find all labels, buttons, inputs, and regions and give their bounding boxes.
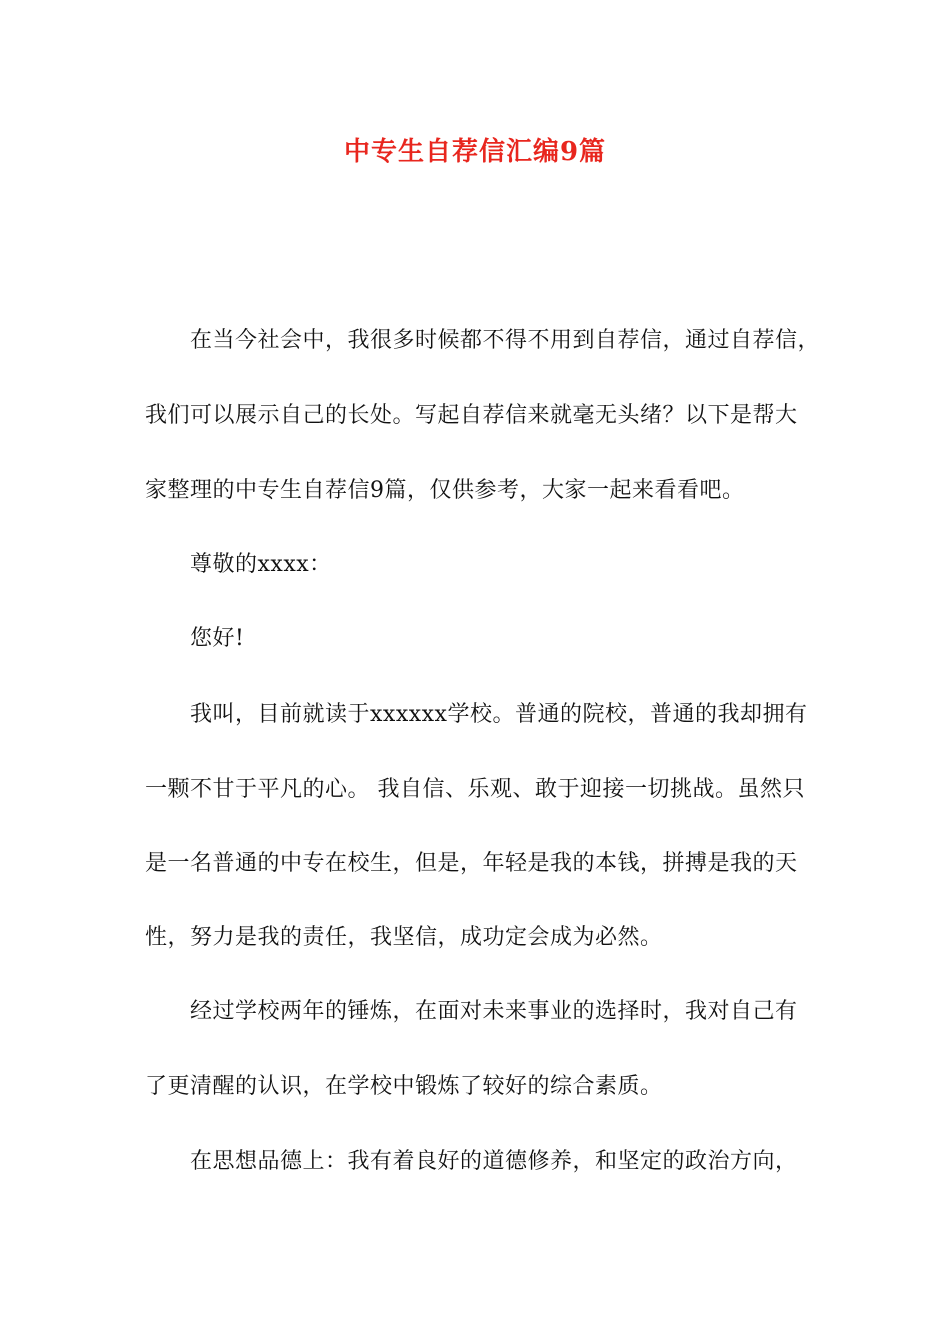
greeting-line: 您好! <box>190 626 245 651</box>
paragraph-line: 一颗不甘于平凡的心。 我自信、乐观、敢于迎接一切挑战。虽然只 <box>145 777 805 802</box>
paragraph-line: 经过学校两年的锤炼，在面对未来事业的选择时，我对自己有 <box>190 999 798 1024</box>
paragraph-line: 在当今社会中，我很多时候都不得不用到自荐信，通过自荐信， <box>190 328 821 353</box>
paragraph-line: 我们可以展示自己的长处。写起自荐信来就毫无头绪？以下是帮大 <box>145 403 798 428</box>
paragraph-line: 在思想品德上：我有着良好的道德修养，和坚定的政治方向， <box>190 1149 798 1174</box>
salutation-line: 尊敬的xxxx： <box>190 552 332 577</box>
paragraph-line: 是一名普通的中专在校生，但是，年轻是我的本钱，拼搏是我的天 <box>145 851 798 876</box>
paragraph-line: 我叫，目前就读于xxxxxx学校。普通的院校，普通的我却拥有 <box>190 702 808 727</box>
document-title: 中专生自荐信汇编9篇 <box>343 137 607 167</box>
paragraph-line: 性，努力是我的责任，我坚信，成功定会成为必然。 <box>145 925 663 950</box>
paragraph-line: 了更清醒的认识，在学校中锻炼了较好的综合素质。 <box>145 1074 663 1099</box>
paragraph-line: 家整理的中专生自荐信9篇，仅供参考，大家一起来看看吧。 <box>145 478 745 503</box>
